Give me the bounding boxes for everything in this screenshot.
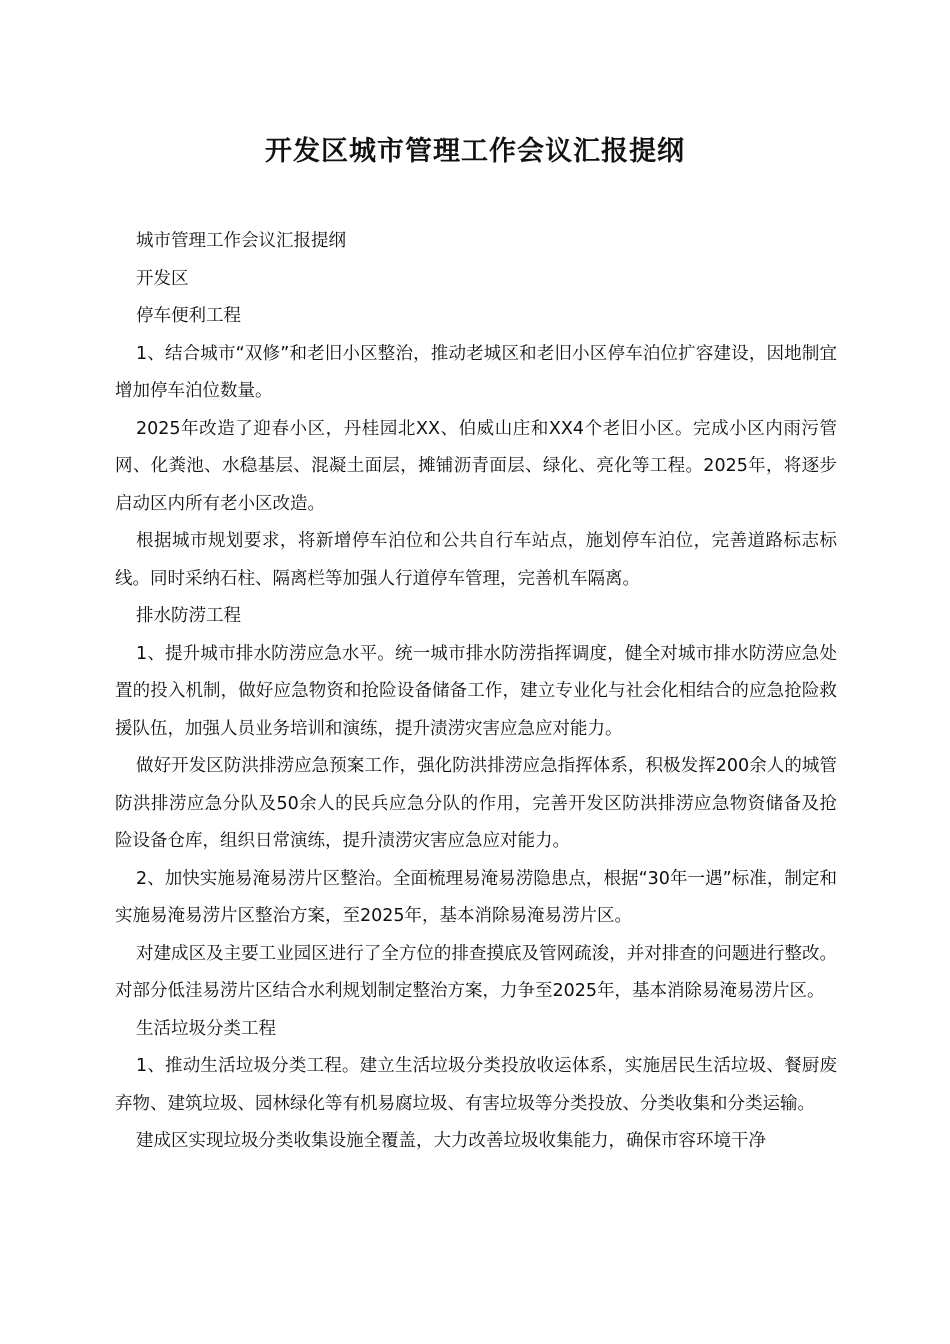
- paragraph: 1、提升城市排水防涝应急水平。统一城市排水防涝指挥调度，健全对城市排水防涝应急处置的投入机制，做好应急物资和抢险设备储备工作，建立专业化与社会化相结合的应急抢险救援队伍，加强人员业务培训和演练，提升渍涝灾害应急应对能力。: [115, 643, 837, 739]
- document-body: [115, 223, 837, 1161]
- paragraph: 建成区实现垃圾分类收集设施全覆盖，大力改善垃圾收集能力，确保市容环境干净: [136, 1131, 766, 1151]
- paragraph: 根据城市规划要求，将新增停车泊位和公共自行车站点，施划停车泊位，完善道路标志标线。同时采纳石柱、隔离栏等加强人行道停车管理，完善机车隔离。: [115, 531, 837, 589]
- paragraph: 做好开发区防洪排涝应急预案工作，强化防洪排涝应急指挥体系，积极发挥200余人的城管防洪排涝应急分队及50余人的民兵应急分队的作用，完善开发区防洪排涝应急物资储备及抢险设备仓库，组织日常演练，提升渍涝灾害应急应对能力。: [115, 756, 837, 851]
- paragraph: 2025年改造了迎春小区，丹桂园北XX、伯威山庄和XX4个老旧小区。完成小区内雨污管网、化粪池、水稳基层、混凝土面层，摊铺沥青面层、绿化、亮化等工程。2025年，将逐步启动区内所有老小区改造。: [115, 418, 837, 514]
- document-title: 开发区城市管理工作会议汇报提纲: [265, 136, 685, 167]
- paragraph: 1、推动生活垃圾分类工程。建立生活垃圾分类投放收运体系，实施居民生活垃圾、餐厨废弃物、建筑垃圾、园林绿化等有机易腐垃圾、有害垃圾等分类投放、分类收集和分类运输。: [115, 1056, 837, 1114]
- paragraph-subtitle: 城市管理工作会议汇报提纲: [136, 231, 346, 251]
- section-heading-waste-sorting: 生活垃圾分类工程: [136, 1018, 276, 1039]
- paragraph: 1、结合城市“双修”和老旧小区整治，推动老城区和老旧小区停车泊位扩容建设，因地制宜增加停车泊位数量。: [115, 343, 837, 401]
- paragraph: 对建成区及主要工业园区进行了全方位的排查摸底及管网疏浚，并对排查的问题进行整改。对部分低洼易涝片区结合水利规划制定整治方案，力争至2025年，基本消除易淹易涝片区。: [115, 943, 837, 1001]
- paragraph: 2、加快实施易淹易涝片区整治。全面梳理易淹易涝隐患点，根据“30年一遇”标准，制定和实施易淹易涝片区整治方案，至2025年，基本消除易淹易涝片区。: [115, 868, 837, 926]
- section-heading-drainage: 排水防涝工程: [136, 606, 241, 626]
- paragraph-department: 开发区: [136, 268, 189, 289]
- section-heading-parking: 停车便利工程: [136, 306, 241, 326]
